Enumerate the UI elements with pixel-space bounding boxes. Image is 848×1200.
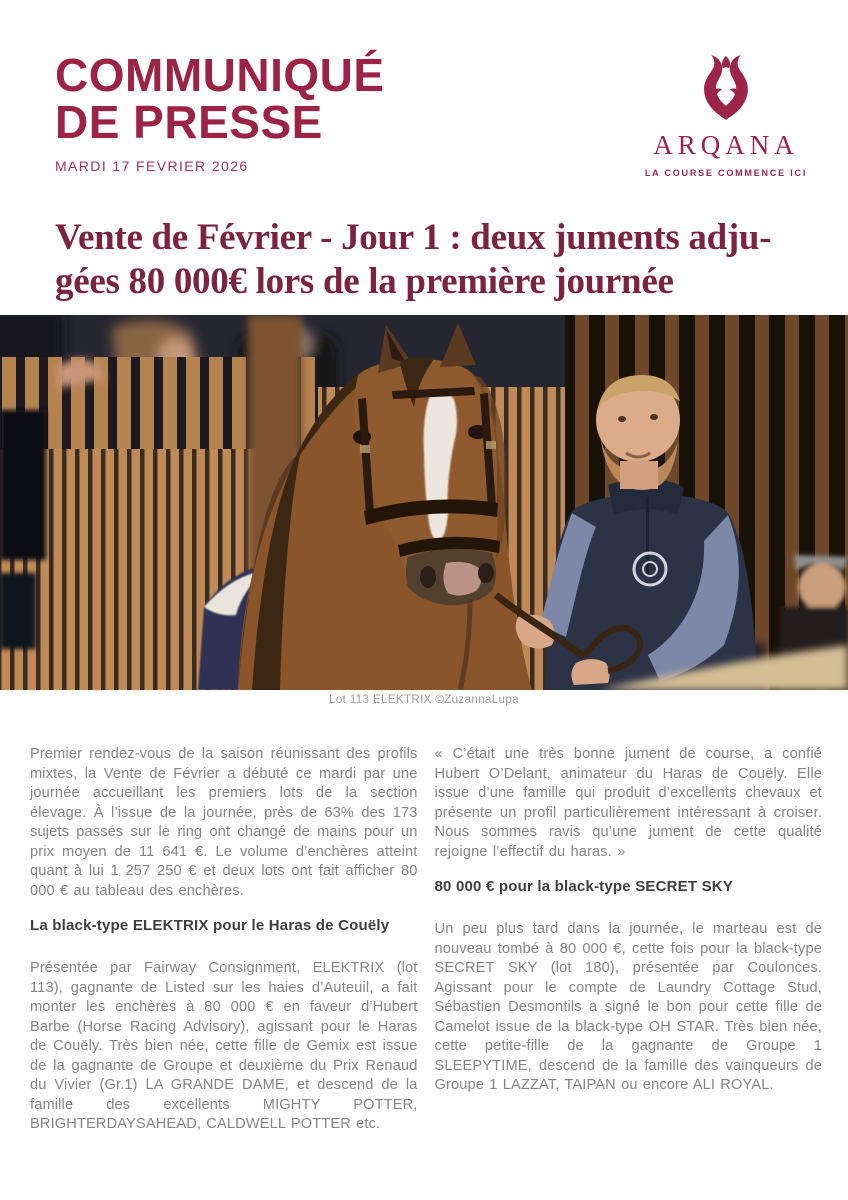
logo-wordmark: ARQANA bbox=[653, 130, 799, 160]
arqana-emblem-icon bbox=[636, 52, 816, 122]
quote-paragraph: « C’était une très bonne jument de course, a confié Hubert O’Delant, animateur du Haras de Couëly. Elle issue d’une famille qui produit d’excellents chevaux et présente un profil particulièrement intéressant à croiser. Nous sommes ravis qu’une jument de cette qualité rejoigne l’effectif du haras. » bbox=[434, 746, 822, 860]
article-body bbox=[30, 745, 822, 1135]
subheading-secret-sky: 80 000 € pour la black-type SECRET SKY bbox=[434, 878, 734, 895]
subheading-elektrix: La black-type ELEKTRIX pour le Haras de Couëly bbox=[30, 917, 390, 934]
page-title bbox=[55, 49, 385, 148]
page-title-line1: COMMUNIQUÉ bbox=[55, 49, 385, 101]
auction-ring-photo-illustration bbox=[0, 315, 848, 690]
headline-line1: Vente de Février - Jour 1 : deux juments adju- bbox=[55, 217, 772, 258]
page-title-line2: DE PRESSE bbox=[55, 96, 323, 148]
headline bbox=[55, 216, 815, 304]
secret-sky-paragraph: Un peu plus tard dans la journée, le marteau est de nouveau tombé à 80 000 €, cette fois pour la black-type SECRET SKY (lot 180), présentée par Coulonces. Agissant pour le compte de Laundry Cottage Stud, Sébastien Desmontils a signé le bon pour cette fille de Camelot issue de la black-type OH STAR. Très bien née, cette petite-fille de la gagnante de Groupe 1 SLEEPYTIME, descend de la famille des vainqueurs de Groupe 1 LAZZAT, TAIPAN ou encore ALI ROYAL. bbox=[434, 921, 822, 1093]
arqana-logo bbox=[636, 52, 816, 178]
logo-tagline: LA COURSE COMMENCE ICI bbox=[644, 168, 808, 178]
masthead bbox=[55, 49, 385, 174]
hero-photo bbox=[0, 315, 848, 690]
headline-line2: gées 80 000€ lors de la première journée bbox=[55, 261, 674, 302]
article-column-right bbox=[435, 745, 823, 1135]
article-column-left bbox=[30, 745, 418, 1135]
photo-caption: Lot 113 ELEKTRIX ©ZuzannaLupa bbox=[329, 694, 519, 706]
release-date: MARDI 17 FEVRIER 2026 bbox=[55, 158, 249, 174]
elektrix-paragraph: Présentée par Fairway Consignment, ELEKTRIX (lot 113), gagnante de Listed sur les haies d’Auteuil, a fait monter les enchères à 80 000 € en faveur d’Hubert Barbe (Horse Racing Advisory), agissant pour le Haras de Couëly. Très bien née, cette fille de Gemix est issue de la gagnante de Groupe et deuxième du Prix Renaud du Vivier (Gr.1) LA GRANDE DAME, et descend de la famille des excellents MIGHTY POTTER, BRIGHTERDAYSAHEAD, CALDWELL POTTER etc. bbox=[30, 960, 418, 1132]
intro-paragraph: Premier rendez-vous de la saison réunissant des profils mixtes, la Vente de Février a débuté ce mardi par une journée accueillant les premiers lots de la section élevage. À l’issue de la journée, près de 63% des 173 sujets passés sur le ring ont changé de mains pour un prix moyen de 11 641 €. Le volume d’enchères atteint quant à lui 1 257 250 € et deux lots ont fait afficher 80 000 € au tableau des enchères. bbox=[30, 746, 418, 899]
